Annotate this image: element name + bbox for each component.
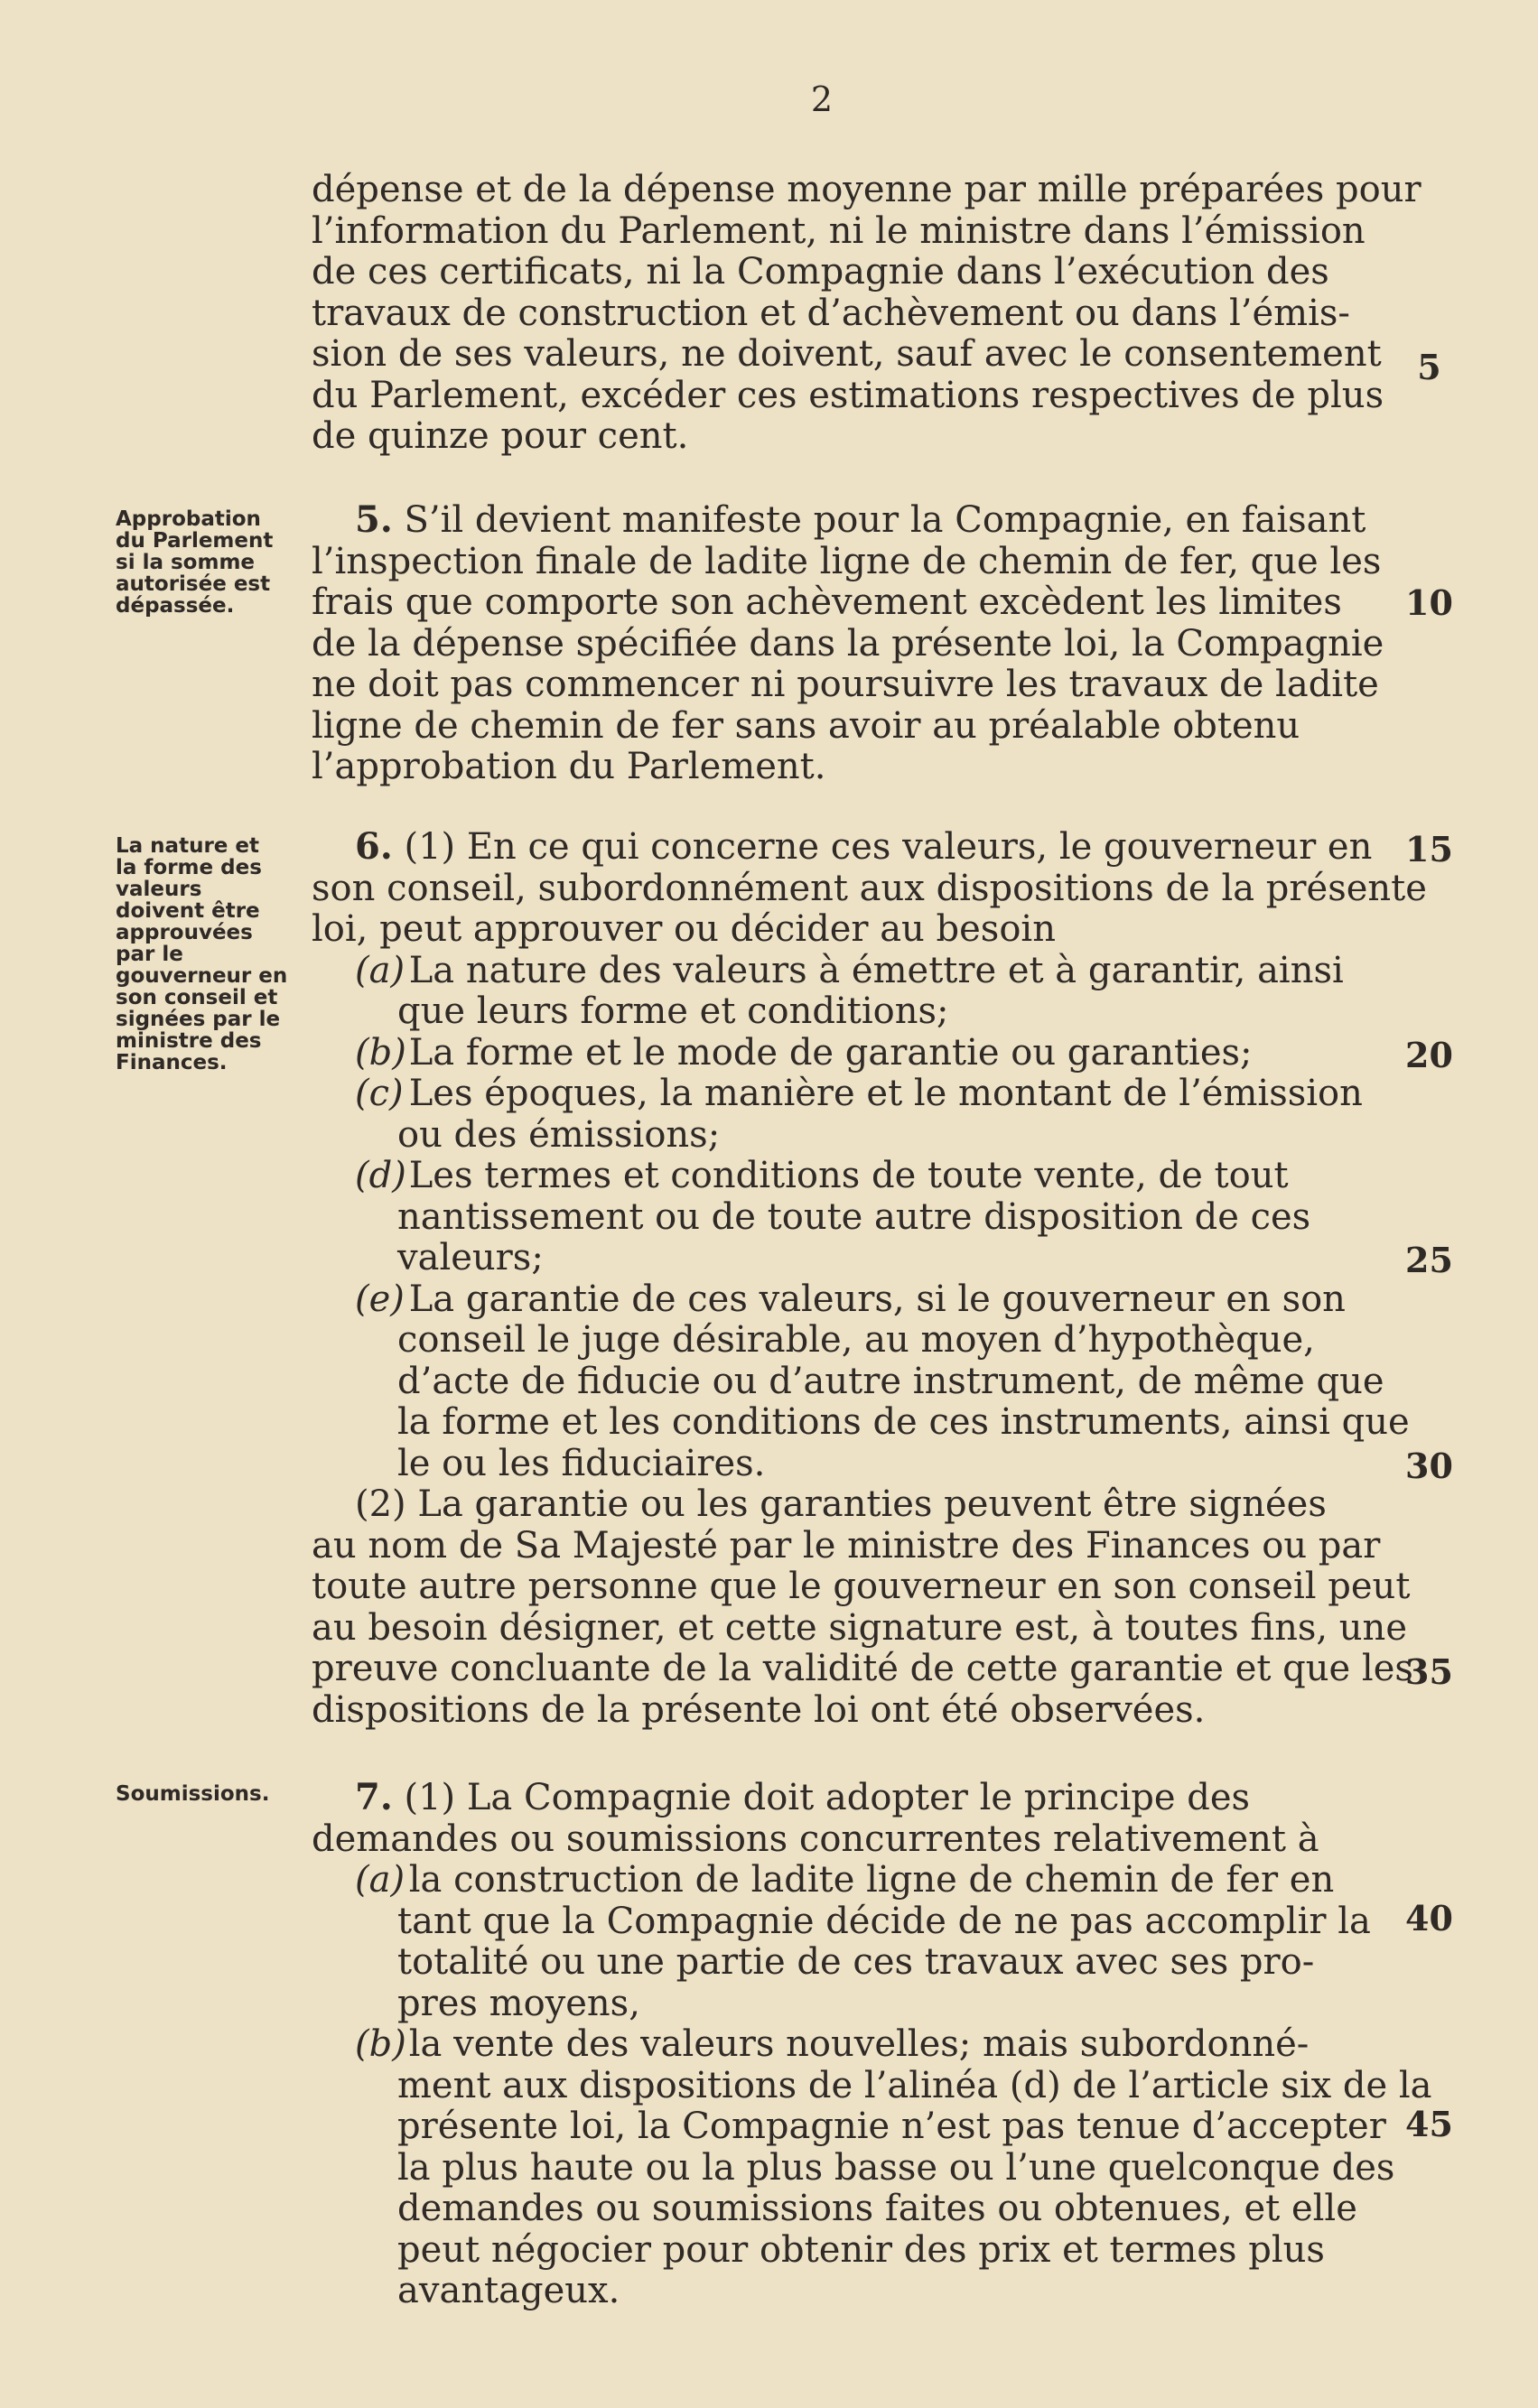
margin-note-approbation: Approbation du Parlement si la somme autorisée est dépassée. (116, 507, 274, 618)
margin-note-nature: La nature et la forme des valeurs doivent être approuvées par le gouverneur en son conseil et signées par le ministre des Finances. (116, 834, 288, 1074)
item-label: (a) (355, 949, 405, 991)
section-number: 7. (355, 1776, 393, 1818)
item-label: (b) (355, 1031, 406, 1074)
line-number: 40 (1405, 1898, 1453, 1938)
text-line: frais que comporte son achèvement excèdent les limites (312, 581, 1342, 623)
text-line: demandes ou soumissions concurrentes relativement à (312, 1818, 1319, 1860)
text-line: son conseil, subordonnément aux dispositions de la présente (312, 867, 1427, 909)
line-number: 5 (1417, 347, 1441, 387)
section-5 (312, 499, 1397, 788)
text-line: travaux de construction et d’achèvement ou dans l’émis- (312, 292, 1350, 334)
subsection-2: (2) La garantie ou les garanties peuvent être signées au nom de Sa Majesté par le ministre des Finances ou par toute autre personne que le gouverneur en son conseil peut au besoin désigner, et cette signature est, à toutes fins, une preuve concluante de la validité de cette garantie et que les dispositions de la présente loi ont été observées. (312, 1483, 1413, 1731)
text-line: du Parlement, excéder ces estimations respectives de plus (312, 374, 1384, 416)
text-line: ne doit pas commencer ni poursuivre les travaux de ladite (312, 664, 1379, 705)
item-label: (c) (355, 1073, 404, 1114)
text-line: de la dépense spécifiée dans la présente loi, la Compagnie (312, 622, 1384, 665)
text-line: de ces certificats, ni la Compagnie dans l’exécution des (312, 251, 1329, 293)
line-number: 20 (1405, 1035, 1453, 1075)
item-label: (d) (355, 1155, 406, 1196)
text-line: 5. S’il devient manifeste pour la Compagnie, en faisant (355, 498, 1366, 541)
line-number: 35 (1405, 1651, 1453, 1692)
section-number: 6. (355, 825, 393, 868)
item-label: (a) (355, 1859, 405, 1901)
text-line: 6. (1) En ce qui concerne ces valeurs, le gouverneur en (355, 825, 1373, 868)
margin-note-soumissions: Soumissions. (116, 1782, 270, 1806)
paragraph-a: (a) La nature des valeurs à émettre et à garantir, ainsi que leurs forme et conditions; (355, 949, 1344, 1032)
line-number: 15 (1405, 829, 1453, 869)
paragraph-d: (d) Les termes et conditions de toute vente, de tout nantissement ou de toute autre disposition de ces valeurs; (355, 1155, 1311, 1278)
line-number: 10 (1405, 582, 1453, 623)
line-number: 25 (1405, 1240, 1453, 1280)
text-line: loi, peut approuver ou décider au besoin (312, 908, 1056, 950)
page-number: 2 (810, 79, 834, 119)
section-6 (312, 825, 1427, 1731)
paragraph-e: (e) La garantie de ces valeurs, si le gouverneur en son conseil le juge désirable, au moyen d’hypothèque, d’acte de fiducie ou d’autre instrument, de même que la forme et les conditions de ces instruments, ainsi que le ou les fiduciaires. (355, 1278, 1410, 1484)
text-line: dépense et de la dépense moyenne par mille préparées pour (312, 169, 1421, 210)
line-number: 45 (1405, 2104, 1453, 2144)
item-label: (b) (355, 2023, 406, 2065)
text-line: sion de ses valeurs, ne doivent, sauf avec le consentement (312, 333, 1382, 375)
text-line: l’inspection finale de ladite ligne de chemin de fer, que les (312, 540, 1382, 582)
text-line: de quinze pour cent. (312, 415, 689, 457)
text-line: l’approbation du Parlement. (312, 746, 826, 787)
intro-paragraph (312, 169, 1421, 458)
paragraph-b: (b) la vente des valeurs nouvelles; mais subordonné- ment aux dispositions de l’alinéa (d) de l’article six de la présente loi, la Compagnie n’est pas tenue d’accepter la plus haute ou la plus basse ou l’une quelconque des demandes ou soumissions faites ou obtenues, et elle peut négocier pour obtenir des prix et termes plus avantageux. (355, 2023, 1432, 2311)
paragraph-b: (b) La forme et le mode de garantie ou garanties; (355, 1031, 1253, 1074)
item-label: (e) (355, 1278, 405, 1320)
section-number: 5. (355, 498, 393, 541)
paragraph-a: (a) la construction de ladite ligne de chemin de fer en tant que la Compagnie décide de ne pas accomplir la totalité ou une partie de ces travaux avec ses pro- pres moyens, (355, 1859, 1371, 2024)
text-line: ligne de chemin de fer sans avoir au préalable obtenu (312, 704, 1300, 747)
line-number: 30 (1405, 1446, 1453, 1486)
text-line: l’information du Parlement, ni le ministre dans l’émission (312, 209, 1366, 252)
text-line: 7. (1) La Compagnie doit adopter le principe des (355, 1776, 1251, 1818)
paragraph-c: (c) Les époques, la manière et le montant de l’émission ou des émissions; (355, 1073, 1363, 1156)
